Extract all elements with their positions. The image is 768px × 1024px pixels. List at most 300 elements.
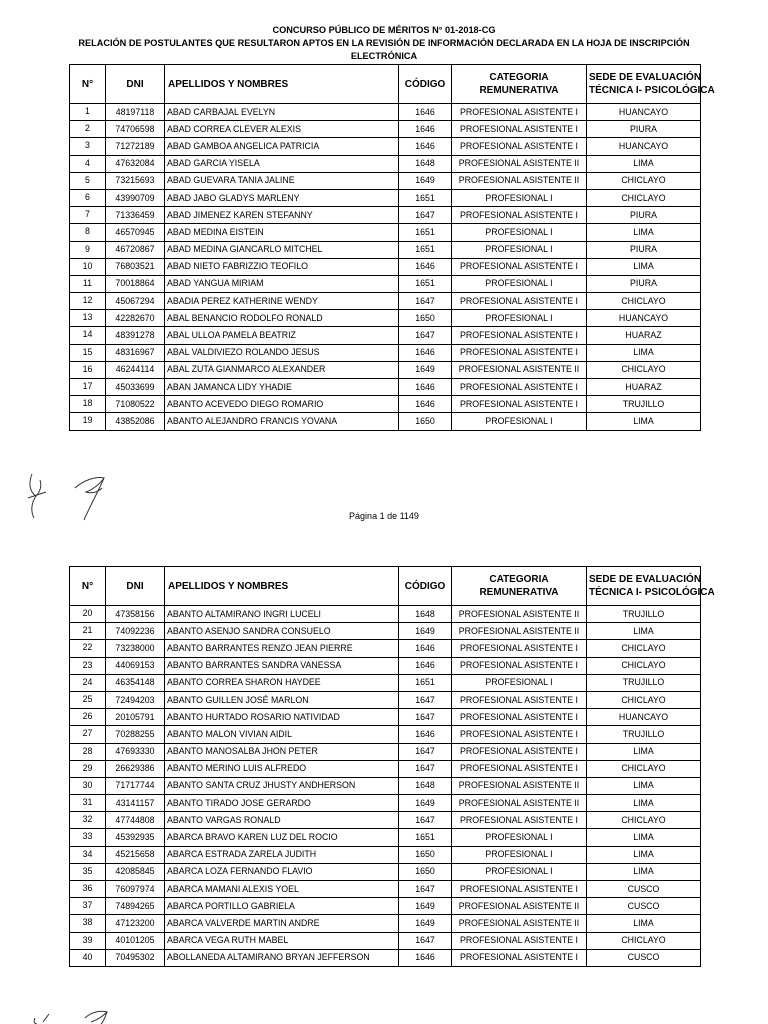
category-cell: PROFESIONAL ASISTENTE I (452, 379, 587, 396)
table-row (70, 606, 701, 623)
applicant-name: ABARCA BRAVO KAREN LUZ DEL ROCIO (165, 829, 399, 846)
row-number: 34 (70, 846, 106, 863)
venue-cell: HUARAZ (587, 327, 701, 344)
row-number: 9 (70, 241, 106, 258)
applicant-name: ABARCA VALVERDE MARTIN ANDRE (165, 915, 399, 932)
code-cell: 1649 (399, 623, 452, 640)
category-cell: PROFESIONAL ASISTENTE II (452, 623, 587, 640)
column-header-category: CATEGORIA REMUNERATIVA (452, 567, 587, 606)
table-row (70, 293, 701, 310)
category-cell: PROFESIONAL ASISTENTE I (452, 396, 587, 413)
table-row (70, 379, 701, 396)
dni-cell: 20105791 (106, 709, 165, 726)
venue-cell: LIMA (587, 413, 701, 430)
row-number: 33 (70, 829, 106, 846)
code-cell: 1651 (399, 674, 452, 691)
dni-cell: 46720867 (106, 241, 165, 258)
venue-cell: CHICLAYO (587, 691, 701, 708)
dni-cell: 43852086 (106, 413, 165, 430)
applicant-name: ABANTO BARRANTES RENZO JEAN PIERRE (165, 640, 399, 657)
table-row (70, 657, 701, 674)
dni-cell: 74894265 (106, 898, 165, 915)
row-number: 18 (70, 396, 106, 413)
venue-cell: LIMA (587, 846, 701, 863)
category-cell: PROFESIONAL ASISTENTE I (452, 327, 587, 344)
dni-cell: 71080522 (106, 396, 165, 413)
dni-cell: 73215693 (106, 172, 165, 189)
column-header-dni: DNI (106, 65, 165, 104)
category-cell: PROFESIONAL I (452, 310, 587, 327)
venue-cell: LIMA (587, 224, 701, 241)
venue-cell: HUANCAYO (587, 709, 701, 726)
category-cell: PROFESIONAL I (452, 241, 587, 258)
code-cell: 1646 (399, 640, 452, 657)
venue-cell: CHICLAYO (587, 293, 701, 310)
venue-cell: CHICLAYO (587, 172, 701, 189)
dni-cell: 70495302 (106, 949, 165, 966)
venue-cell: CHICLAYO (587, 812, 701, 829)
applicants-table-page-1 (69, 64, 715, 431)
table-row (70, 172, 701, 189)
applicant-name: ABANTO MANOSALBA JHON PETER (165, 743, 399, 760)
venue-cell: CHICLAYO (587, 189, 701, 206)
code-cell: 1649 (399, 361, 452, 378)
code-cell: 1651 (399, 224, 452, 241)
table-row (70, 812, 701, 829)
venue-cell: CHICLAYO (587, 932, 701, 949)
table-row (70, 396, 701, 413)
row-number: 7 (70, 207, 106, 224)
column-header-code: CÓDIGO (399, 65, 452, 104)
row-number: 40 (70, 949, 106, 966)
table-row (70, 846, 701, 863)
category-cell: PROFESIONAL ASISTENTE I (452, 258, 587, 275)
venue-cell: PIURA (587, 207, 701, 224)
venue-cell: PIURA (587, 241, 701, 258)
column-header-category: CATEGORIA REMUNERATIVA (452, 65, 587, 104)
dni-cell: 47358156 (106, 606, 165, 623)
category-cell: PROFESIONAL I (452, 846, 587, 863)
dni-cell: 48197118 (106, 104, 165, 121)
row-number: 36 (70, 881, 106, 898)
row-number: 25 (70, 691, 106, 708)
venue-cell: LIMA (587, 258, 701, 275)
table-row (70, 709, 701, 726)
venue-cell: CHICLAYO (587, 640, 701, 657)
row-number: 1 (70, 104, 106, 121)
applicant-name: ABAD MEDINA GIANCARLO MITCHEL (165, 241, 399, 258)
code-cell: 1651 (399, 275, 452, 292)
dni-cell: 40101205 (106, 932, 165, 949)
table-row (70, 189, 701, 206)
page-number: Página 1 de 1149 (349, 511, 419, 521)
code-cell: 1651 (399, 241, 452, 258)
venue-cell: TRUJILLO (587, 606, 701, 623)
table-row (70, 413, 701, 430)
venue-cell: CUSCO (587, 898, 701, 915)
category-cell: PROFESIONAL ASISTENTE II (452, 172, 587, 189)
code-cell: 1648 (399, 606, 452, 623)
table-row (70, 155, 701, 172)
dni-cell: 47693330 (106, 743, 165, 760)
applicant-name: ABAL ZUTA GIANMARCO ALEXANDER (165, 361, 399, 378)
applicant-name: ABANTO MALON VIVIAN AIDIL (165, 726, 399, 743)
category-cell: PROFESIONAL ASISTENTE II (452, 606, 587, 623)
dni-cell: 73238000 (106, 640, 165, 657)
row-number: 35 (70, 863, 106, 880)
code-cell: 1646 (399, 396, 452, 413)
row-number: 31 (70, 795, 106, 812)
code-cell: 1649 (399, 898, 452, 915)
venue-cell: TRUJILLO (587, 396, 701, 413)
applicant-name: ABANTO CORREA SHARON HAYDEE (165, 674, 399, 691)
dni-cell: 46354148 (106, 674, 165, 691)
applicant-name: ABAD JIMENEZ KAREN STEFANNY (165, 207, 399, 224)
table-row (70, 207, 701, 224)
dni-cell: 74092236 (106, 623, 165, 640)
applicant-name: ABAD GARCIA YISELA (165, 155, 399, 172)
table-row (70, 361, 701, 378)
table-row (70, 863, 701, 880)
venue-cell: CHICLAYO (587, 657, 701, 674)
venue-cell: TRUJILLO (587, 726, 701, 743)
code-cell: 1647 (399, 293, 452, 310)
row-number: 5 (70, 172, 106, 189)
column-header-number: N° (70, 65, 106, 104)
venue-cell: LIMA (587, 795, 701, 812)
code-cell: 1650 (399, 310, 452, 327)
list-title: RELACIÓN DE POSTULANTES QUE RESULTARON APTOS EN LA REVISIÓN DE INFORMACIÓN DECLARADA EN LA HOJA DE INSCRIPCIÓN (78, 38, 690, 48)
venue-cell: CHICLAYO (587, 361, 701, 378)
category-cell: PROFESIONAL ASISTENTE I (452, 726, 587, 743)
applicant-name: ABANTO TIRADO JOSE GERARDO (165, 795, 399, 812)
dni-cell: 71336459 (106, 207, 165, 224)
applicant-name: ABANTO ALEJANDRO FRANCIS YOVANA (165, 413, 399, 430)
venue-cell: LIMA (587, 743, 701, 760)
row-number: 4 (70, 155, 106, 172)
applicant-name: ABANTO BARRANTES SANDRA VANESSA (165, 657, 399, 674)
row-number: 17 (70, 379, 106, 396)
code-cell: 1647 (399, 932, 452, 949)
contest-title: CONCURSO PÚBLICO DE MÉRITOS N° 01-2018-CG (272, 25, 496, 35)
dni-cell: 45215658 (106, 846, 165, 863)
table-row (70, 829, 701, 846)
category-cell: PROFESIONAL I (452, 863, 587, 880)
venue-cell: LIMA (587, 344, 701, 361)
venue-cell: LIMA (587, 863, 701, 880)
code-cell: 1646 (399, 657, 452, 674)
category-cell: PROFESIONAL I (452, 829, 587, 846)
applicant-name: ABAD NIETO FABRIZZIO TEOFILO (165, 258, 399, 275)
category-cell: PROFESIONAL ASISTENTE I (452, 949, 587, 966)
code-cell: 1646 (399, 121, 452, 138)
table-row (70, 104, 701, 121)
table-header-row (70, 567, 701, 606)
row-number: 11 (70, 275, 106, 292)
category-cell: PROFESIONAL ASISTENTE I (452, 932, 587, 949)
code-cell: 1646 (399, 344, 452, 361)
dni-cell: 45392935 (106, 829, 165, 846)
code-cell: 1646 (399, 258, 452, 275)
applicant-name: ABAN JAMANCA LIDY YHADIE (165, 379, 399, 396)
table-row (70, 949, 701, 966)
code-cell: 1647 (399, 760, 452, 777)
code-cell: 1646 (399, 726, 452, 743)
category-cell: PROFESIONAL ASISTENTE I (452, 104, 587, 121)
applicant-name: ABAL BENANCIO RODOLFO RONALD (165, 310, 399, 327)
row-number: 8 (70, 224, 106, 241)
code-cell: 1650 (399, 846, 452, 863)
table-row (70, 623, 701, 640)
row-number: 2 (70, 121, 106, 138)
dni-cell: 72494203 (106, 691, 165, 708)
code-cell: 1647 (399, 207, 452, 224)
applicant-name: ABAD YANGUA MIRIAM (165, 275, 399, 292)
code-cell: 1651 (399, 829, 452, 846)
code-cell: 1650 (399, 863, 452, 880)
applicant-name: ABANTO VARGAS RONALD (165, 812, 399, 829)
table-row (70, 795, 701, 812)
column-header-code: CÓDIGO (399, 567, 452, 606)
column-header-dni: DNI (106, 567, 165, 606)
code-cell: 1646 (399, 104, 452, 121)
dni-cell: 71717744 (106, 777, 165, 794)
column-header-venue: SEDE DE EVALUACIÓN TÉCNICA I- PSICOLÓGICA (587, 567, 701, 606)
code-cell: 1647 (399, 812, 452, 829)
category-cell: PROFESIONAL ASISTENTE I (452, 812, 587, 829)
table-row (70, 743, 701, 760)
list-title-continued: ELECTRÓNICA (350, 51, 418, 61)
applicant-name: ABAD MEDINA EISTEIN (165, 224, 399, 241)
applicant-name: ABAD GAMBOA ANGELICA PATRICIA (165, 138, 399, 155)
category-cell: PROFESIONAL ASISTENTE I (452, 344, 587, 361)
applicant-name: ABANTO ALTAMIRANO INGRI LUCELI (165, 606, 399, 623)
table-row (70, 327, 701, 344)
row-number: 38 (70, 915, 106, 932)
category-cell: PROFESIONAL ASISTENTE I (452, 640, 587, 657)
category-cell: PROFESIONAL I (452, 413, 587, 430)
column-header-name: APELLIDOS Y NOMBRES (165, 65, 399, 104)
row-number: 3 (70, 138, 106, 155)
category-cell: PROFESIONAL I (452, 674, 587, 691)
dni-cell: 26629386 (106, 760, 165, 777)
dni-cell: 70288255 (106, 726, 165, 743)
row-number: 12 (70, 293, 106, 310)
venue-cell: LIMA (587, 915, 701, 932)
dni-cell: 43990709 (106, 189, 165, 206)
dni-cell: 45067294 (106, 293, 165, 310)
category-cell: PROFESIONAL ASISTENTE I (452, 138, 587, 155)
table-row (70, 881, 701, 898)
venue-cell: PIURA (587, 275, 701, 292)
table-row (70, 275, 701, 292)
category-cell: PROFESIONAL ASISTENTE I (452, 709, 587, 726)
category-cell: PROFESIONAL ASISTENTE II (452, 898, 587, 915)
table-body (70, 606, 701, 967)
applicant-name: ABAL ULLOA PAMELA BEATRIZ (165, 327, 399, 344)
code-cell: 1646 (399, 379, 452, 396)
applicant-name: ABOLLANEDA ALTAMIRANO BRYAN JEFFERSON (165, 949, 399, 966)
code-cell: 1651 (399, 189, 452, 206)
row-number: 27 (70, 726, 106, 743)
code-cell: 1648 (399, 155, 452, 172)
row-number: 32 (70, 812, 106, 829)
table-row (70, 898, 701, 915)
table-row (70, 726, 701, 743)
table-row (70, 344, 701, 361)
code-cell: 1648 (399, 777, 452, 794)
category-cell: PROFESIONAL ASISTENTE I (452, 293, 587, 310)
dni-cell: 46244114 (106, 361, 165, 378)
dni-cell: 47632084 (106, 155, 165, 172)
category-cell: PROFESIONAL ASISTENTE II (452, 777, 587, 794)
dni-cell: 42085845 (106, 863, 165, 880)
table-row (70, 915, 701, 932)
dni-cell: 42282670 (106, 310, 165, 327)
row-number: 30 (70, 777, 106, 794)
applicant-name: ABAD CORREA CLEVER ALEXIS (165, 121, 399, 138)
venue-cell: PIURA (587, 121, 701, 138)
applicant-name: ABAD JABO GLADYS MARLENY (165, 189, 399, 206)
row-number: 23 (70, 657, 106, 674)
applicants-table-page-2 (69, 566, 715, 967)
row-number: 24 (70, 674, 106, 691)
category-cell: PROFESIONAL ASISTENTE II (452, 155, 587, 172)
row-number: 15 (70, 344, 106, 361)
venue-cell: HUANCAYO (587, 138, 701, 155)
document-header (0, 24, 768, 63)
table-row (70, 138, 701, 155)
dni-cell: 47744808 (106, 812, 165, 829)
row-number: 19 (70, 413, 106, 430)
table-row (70, 691, 701, 708)
category-cell: PROFESIONAL ASISTENTE I (452, 743, 587, 760)
code-cell: 1649 (399, 915, 452, 932)
dni-cell: 74706598 (106, 121, 165, 138)
category-cell: PROFESIONAL ASISTENTE I (452, 207, 587, 224)
applicant-name: ABARCA VEGA RUTH MABEL (165, 932, 399, 949)
row-number: 13 (70, 310, 106, 327)
row-number: 6 (70, 189, 106, 206)
code-cell: 1647 (399, 743, 452, 760)
row-number: 29 (70, 760, 106, 777)
handwritten-signature (25, 1004, 125, 1024)
venue-cell: LIMA (587, 829, 701, 846)
dni-cell: 45033699 (106, 379, 165, 396)
row-number: 26 (70, 709, 106, 726)
dni-cell: 47123200 (106, 915, 165, 932)
row-number: 22 (70, 640, 106, 657)
code-cell: 1649 (399, 795, 452, 812)
venue-cell: HUANCAYO (587, 104, 701, 121)
code-cell: 1646 (399, 138, 452, 155)
applicant-name: ABANTO GUILLEN JOSÉ MARLON (165, 691, 399, 708)
row-number: 10 (70, 258, 106, 275)
category-cell: PROFESIONAL ASISTENTE II (452, 915, 587, 932)
table-row (70, 310, 701, 327)
dni-cell: 76803521 (106, 258, 165, 275)
category-cell: PROFESIONAL ASISTENTE I (452, 760, 587, 777)
category-cell: PROFESIONAL ASISTENTE I (452, 691, 587, 708)
applicant-name: ABAL VALDIVIEZO ROLANDO JESUS (165, 344, 399, 361)
applicant-name: ABANTO MERINO LUIS ALFREDO (165, 760, 399, 777)
category-cell: PROFESIONAL ASISTENTE I (452, 121, 587, 138)
category-cell: PROFESIONAL ASISTENTE I (452, 881, 587, 898)
column-header-number: N° (70, 567, 106, 606)
dni-cell: 48316967 (106, 344, 165, 361)
column-header-name: APELLIDOS Y NOMBRES (165, 567, 399, 606)
venue-cell: HUANCAYO (587, 310, 701, 327)
table-row (70, 258, 701, 275)
dni-cell: 48391278 (106, 327, 165, 344)
code-cell: 1647 (399, 327, 452, 344)
venue-cell: HUARAZ (587, 379, 701, 396)
venue-cell: LIMA (587, 155, 701, 172)
table-header-row (70, 65, 701, 104)
applicant-name: ABARCA ESTRADA ZARELA JUDITH (165, 846, 399, 863)
table-row (70, 241, 701, 258)
row-number: 37 (70, 898, 106, 915)
applicant-name: ABARCA LOZA FERNANDO FLAVIO (165, 863, 399, 880)
venue-cell: TRUJILLO (587, 674, 701, 691)
column-header-venue: SEDE DE EVALUACIÓN TÉCNICA I- PSICOLÓGICA (587, 65, 701, 104)
table-row (70, 932, 701, 949)
code-cell: 1647 (399, 691, 452, 708)
applicant-name: ABANTO ACEVEDO DIEGO ROMARIO (165, 396, 399, 413)
dni-cell: 43141157 (106, 795, 165, 812)
table-row (70, 760, 701, 777)
table-body (70, 104, 701, 431)
dni-cell: 44069153 (106, 657, 165, 674)
applicant-name: ABAD CARBAJAL EVELYN (165, 104, 399, 121)
category-cell: PROFESIONAL I (452, 275, 587, 292)
venue-cell: LIMA (587, 623, 701, 640)
dni-cell: 76097974 (106, 881, 165, 898)
category-cell: PROFESIONAL ASISTENTE II (452, 795, 587, 812)
category-cell: PROFESIONAL I (452, 224, 587, 241)
dni-cell: 71272189 (106, 138, 165, 155)
category-cell: PROFESIONAL ASISTENTE II (452, 361, 587, 378)
venue-cell: LIMA (587, 777, 701, 794)
row-number: 14 (70, 327, 106, 344)
applicant-name: ABANTO SANTA CRUZ JHUSTY ANDHERSON (165, 777, 399, 794)
table-row (70, 777, 701, 794)
dni-cell: 46570945 (106, 224, 165, 241)
code-cell: 1647 (399, 881, 452, 898)
row-number: 21 (70, 623, 106, 640)
applicant-name: ABARCA PORTILLO GABRIELA (165, 898, 399, 915)
applicant-name: ABAD GUEVARA TANIA JALINE (165, 172, 399, 189)
venue-cell: CUSCO (587, 949, 701, 966)
table-row (70, 674, 701, 691)
venue-cell: CHICLAYO (587, 760, 701, 777)
applicant-name: ABANTO ASENJO SANDRA CONSUELO (165, 623, 399, 640)
applicant-name: ABARCA MAMANI ALEXIS YOEL (165, 881, 399, 898)
table-row (70, 224, 701, 241)
code-cell: 1646 (399, 949, 452, 966)
venue-cell: CUSCO (587, 881, 701, 898)
row-number: 16 (70, 361, 106, 378)
row-number: 39 (70, 932, 106, 949)
applicant-name: ABANTO HURTADO ROSARIO NATIVIDAD (165, 709, 399, 726)
row-number: 28 (70, 743, 106, 760)
row-number: 20 (70, 606, 106, 623)
code-cell: 1649 (399, 172, 452, 189)
table-row (70, 121, 701, 138)
applicant-name: ABADIA PEREZ KATHERINE WENDY (165, 293, 399, 310)
table-row (70, 640, 701, 657)
category-cell: PROFESIONAL ASISTENTE I (452, 657, 587, 674)
